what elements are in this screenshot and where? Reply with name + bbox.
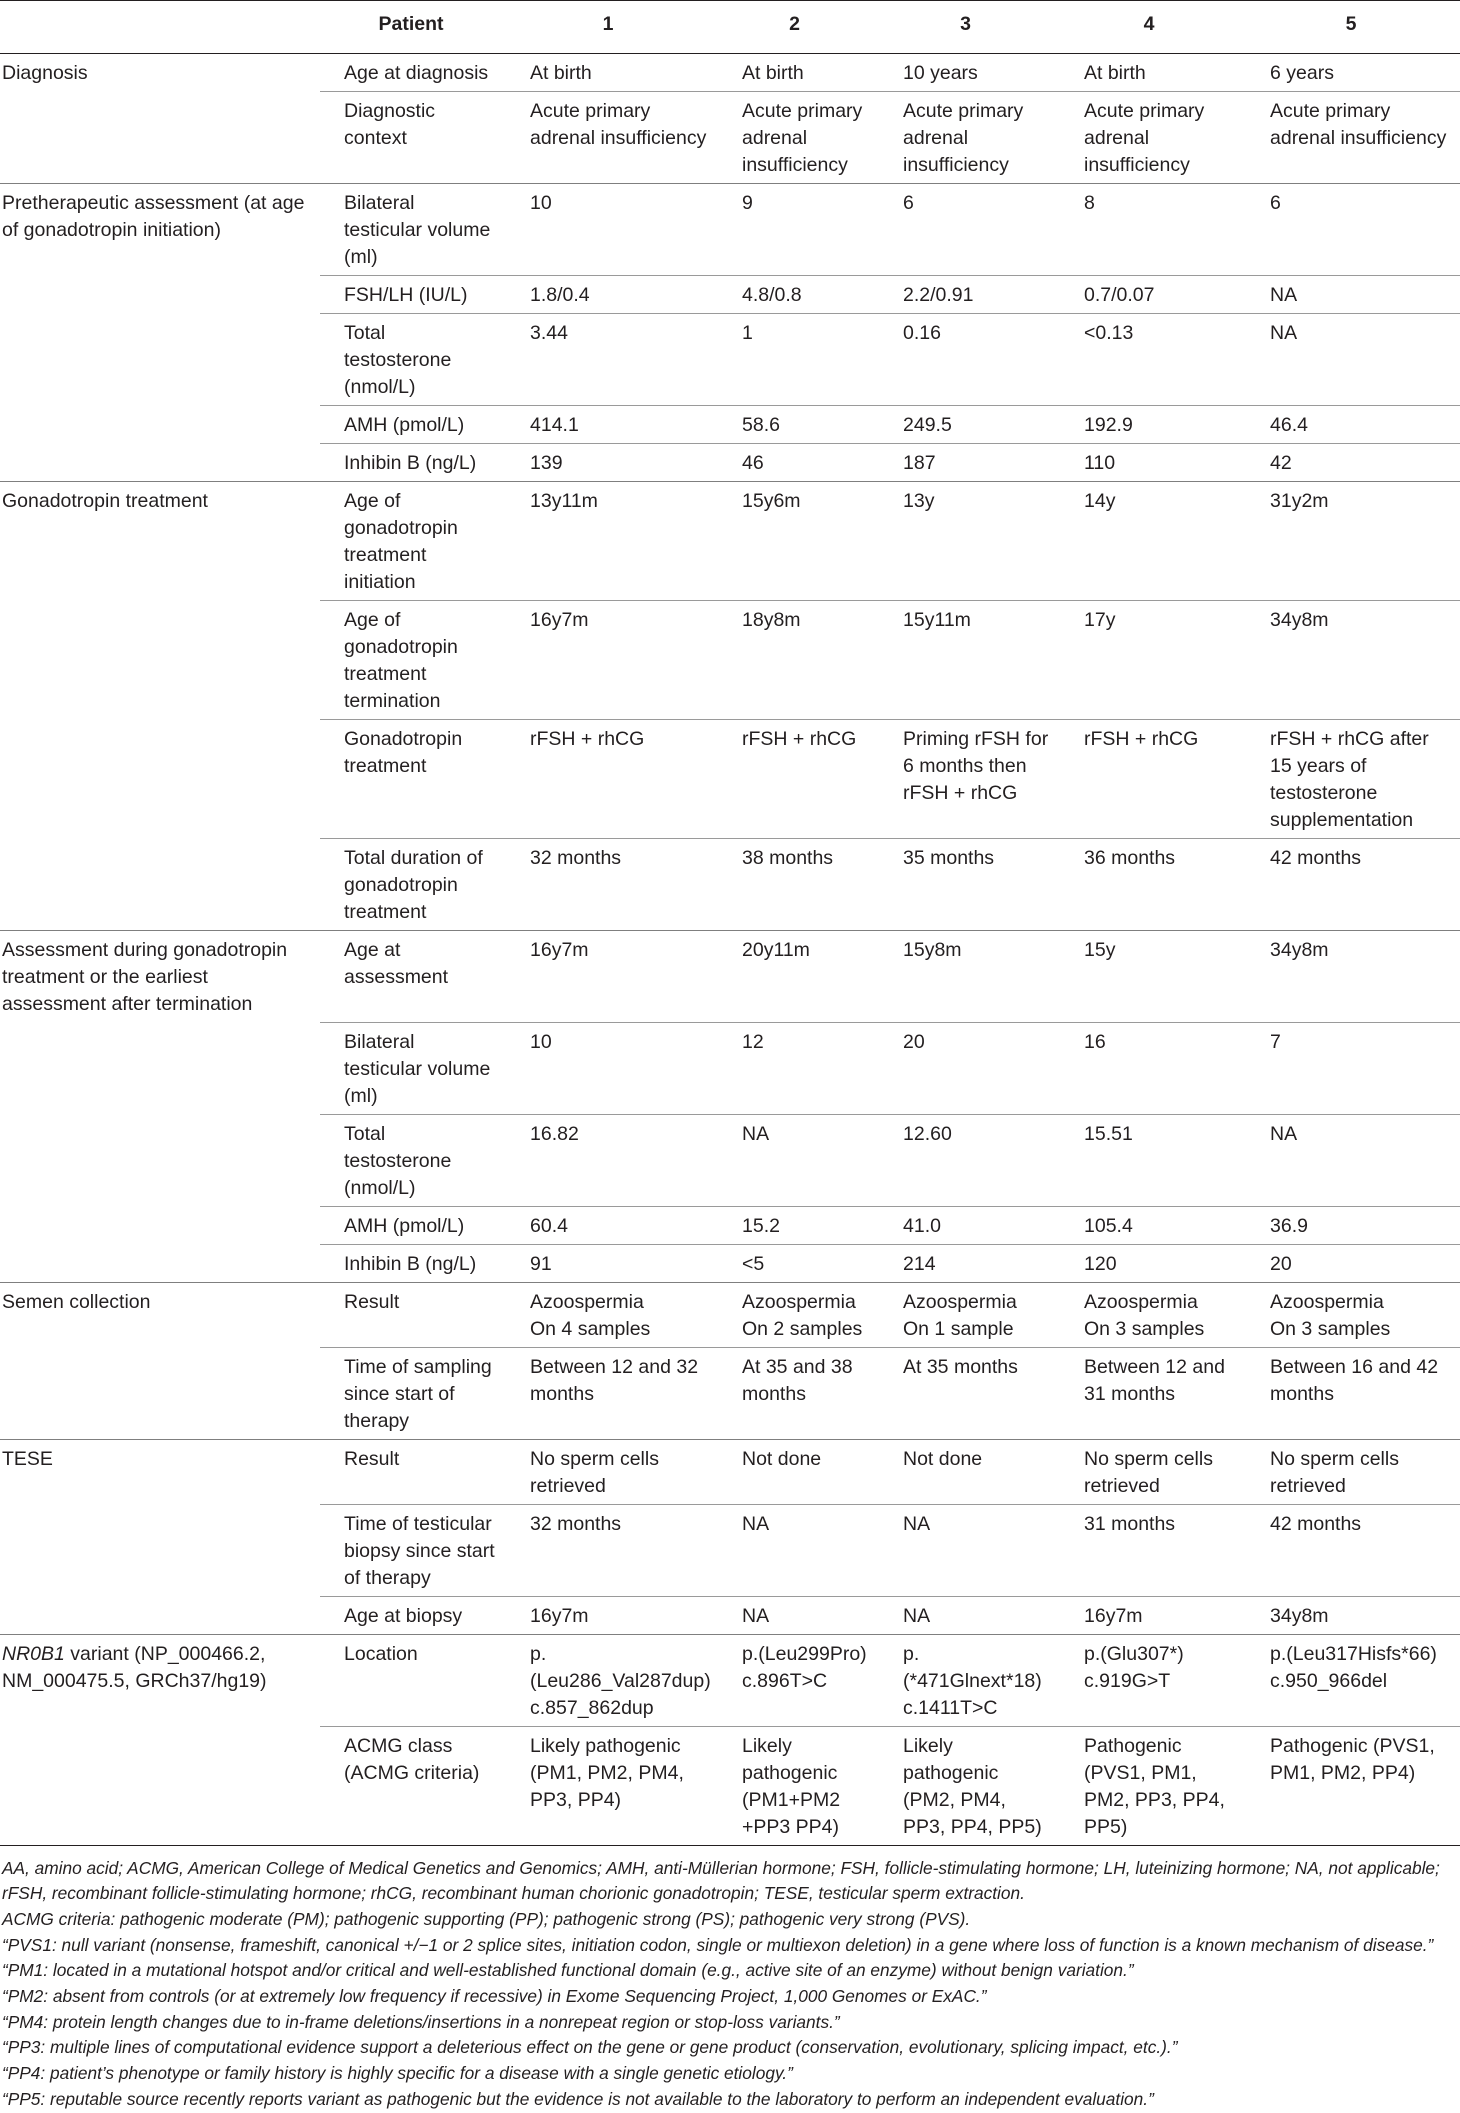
patient-3-value: 41.0 [875, 1206, 1056, 1244]
row-label: Age of gonadotropin treatment termination [320, 601, 502, 720]
header-cell [0, 1, 320, 54]
patient-4-value: 120 [1056, 1244, 1242, 1282]
patient-3-value: Not done [875, 1439, 1056, 1504]
row-label: Time of testicular biopsy since start of therapy [320, 1504, 502, 1596]
patient-3-value [875, 1634, 1056, 1726]
patient-4-value: 16 [1056, 1022, 1242, 1114]
row-label: Age at assessment [320, 931, 502, 1023]
patient-2-value: NA [714, 1504, 875, 1596]
group-label-cell-empty [0, 1206, 320, 1244]
row-label: Result [320, 1282, 502, 1347]
patient-4-value: No sperm cells retrieved [1056, 1439, 1242, 1504]
header-cell-patient-4: 4 [1056, 1, 1242, 54]
patient-4-value [1056, 1634, 1242, 1726]
table-footnotes [0, 1856, 1460, 2113]
table-row [0, 1439, 1460, 1504]
patient-5-value: 34y8m [1242, 931, 1460, 1023]
patient-2-value [714, 1282, 875, 1347]
row-label: FSH/LH (IU/L) [320, 276, 502, 314]
patient-4-value: 0.7/0.07 [1056, 276, 1242, 314]
row-label: Result [320, 1439, 502, 1504]
patient-1-value [502, 1634, 714, 1726]
footnote-line: “PP3: multiple lines of computational evidence support a deleterious effect on the gene or gene product (conservation, evolutionary, splicing impact, etc.).” [2, 2037, 1178, 2058]
patient-2-value: Acute primary adrenal insufficiency [714, 92, 875, 184]
table-row [0, 1634, 1460, 1726]
patient-4-value: At birth [1056, 54, 1242, 92]
patient-2-value: NA [714, 1114, 875, 1206]
patient-4-value: 16y7m [1056, 1596, 1242, 1634]
cell-line: c.950_966del [1270, 1669, 1388, 1692]
patient-4-value: 31 months [1056, 1504, 1242, 1596]
group-label: TESE [2, 1447, 53, 1470]
patient-5-value: 34y8m [1242, 1596, 1460, 1634]
patient-1-value: 32 months [502, 1504, 714, 1596]
row-label: Location [320, 1634, 502, 1726]
cell-line: On 2 samples [742, 1317, 863, 1340]
group-label: variant (NP_000466.2, NM_000475.5, GRCh37/hg19) [2, 1642, 267, 1692]
patient-2-value: 18y8m [714, 601, 875, 720]
patient-1-value: 13y11m [502, 482, 714, 601]
patient-2-value: 4.8/0.8 [714, 276, 875, 314]
row-label: Inhibin B (ng/L) [320, 1244, 502, 1282]
patient-1-value: 32 months [502, 839, 714, 931]
group-label-cell-empty [0, 1726, 320, 1845]
patient-1-value: Between 12 and 32 months [502, 1347, 714, 1439]
footnote-line: “PVS1: null variant (nonsense, frameshift, canonical +/−1 or 2 splice sites, initiation codon, single or multiexon deletion) in a gene where loss of function is a known mechanism of disease.” [2, 1934, 1434, 1955]
patient-5-value: rFSH + rhCG after 15 years of testosterone supplementation [1242, 720, 1460, 839]
patient-2-value [714, 1634, 875, 1726]
patient-2-value: 58.6 [714, 406, 875, 444]
group-label-cell-empty [0, 720, 320, 839]
patient-2-value: <5 [714, 1244, 875, 1282]
patient-1-value: 10 [502, 184, 714, 276]
cell-line: Azoospermia [1270, 1290, 1384, 1313]
cell-line: p.(Leu286_Val287dup) [530, 1642, 711, 1692]
group-label-cell-empty [0, 1347, 320, 1439]
patient-5-value: No sperm cells retrieved [1242, 1439, 1460, 1504]
table-row [0, 1244, 1460, 1282]
patient-5-value: 42 [1242, 444, 1460, 482]
patient-3-value: 15y8m [875, 931, 1056, 1023]
patient-2-value: Not done [714, 1439, 875, 1504]
table-row [0, 1596, 1460, 1634]
patient-5-value [1242, 1634, 1460, 1726]
patient-4-value: Acute primary adrenal insufficiency [1056, 92, 1242, 184]
patient-3-value: 249.5 [875, 406, 1056, 444]
patient-5-value: 7 [1242, 1022, 1460, 1114]
patient-2-value: 12 [714, 1022, 875, 1114]
group-label-cell-empty [0, 276, 320, 314]
patient-2-value: 15.2 [714, 1206, 875, 1244]
group-label-cell-empty [0, 1244, 320, 1282]
cell-line: p.(Leu317Hisfs*66) [1270, 1642, 1437, 1665]
patient-5-value [1242, 1282, 1460, 1347]
table-row [0, 406, 1460, 444]
table-row [0, 931, 1460, 1023]
group-label-cell-empty [0, 444, 320, 482]
patient-4-value: 36 months [1056, 839, 1242, 931]
row-label: Age at biopsy [320, 1596, 502, 1634]
table-row [0, 54, 1460, 92]
row-label: Total duration of gonadotropin treatment [320, 839, 502, 931]
footnote-line: “PM1: located in a mutational hotspot and/or critical and well-established functional domain (e.g., active site of an enzyme) without benign variation.” [2, 1960, 1134, 1981]
patient-1-value: 414.1 [502, 406, 714, 444]
patient-4-value: 105.4 [1056, 1206, 1242, 1244]
patient-4-value: 110 [1056, 444, 1242, 482]
patient-3-value: Priming rFSH for 6 months then rFSH + rhCG [875, 720, 1056, 839]
table-row [0, 184, 1460, 276]
patient-4-value: 8 [1056, 184, 1242, 276]
table-row [0, 314, 1460, 406]
row-label: Diagnostic context [320, 92, 502, 184]
group-label-cell-empty [0, 601, 320, 720]
group-label: Diagnosis [2, 62, 88, 84]
table-row [0, 1726, 1460, 1845]
patient-1-value: 10 [502, 1022, 714, 1114]
footnote-line: “PP4: patient’s phenotype or family history is highly specific for a disease with a single genetic etiology.” [2, 2063, 793, 2084]
group-label-cell-empty [0, 839, 320, 931]
patient-1-value: Acute primary adrenal insufficiency [502, 92, 714, 184]
cell-line: On 3 samples [1270, 1317, 1391, 1340]
patient-3-value: 12.60 [875, 1114, 1056, 1206]
cell-line: Azoospermia [903, 1290, 1017, 1313]
group-label: Assessment during gonadotropin treatment or the earliest assessment after termination [2, 939, 288, 1015]
footnote-line: “PM2: absent from controls (or at extremely low frequency if recessive) in Exome Sequencing Project, 1,000 Genomes or ExAC.” [2, 1986, 987, 2007]
patient-1-value: 1.8/0.4 [502, 276, 714, 314]
footnote-line: ACMG criteria: pathogenic moderate (PM); pathogenic supporting (PP); pathogenic strong (PS); pathogenic very strong (PVS). [2, 1908, 971, 1929]
patient-3-value: 35 months [875, 839, 1056, 931]
cell-line: p.(*471Glnext*18) [903, 1642, 1042, 1692]
table-row [0, 276, 1460, 314]
patient-3-value: 0.16 [875, 314, 1056, 406]
cell-line: c.1411T>C [903, 1696, 998, 1719]
patient-5-value: 20 [1242, 1244, 1460, 1282]
patient-2-value: At 35 and 38 months [714, 1347, 875, 1439]
patient-3-value [875, 1282, 1056, 1347]
patient-3-value: Acute primary adrenal insufficiency [875, 92, 1056, 184]
footnote-line: “PP5: reputable source recently reports variant as pathogenic but the evidence is not available to the laboratory to perform an independent evaluation.” [2, 2088, 1154, 2109]
row-label: Inhibin B (ng/L) [320, 444, 502, 482]
cell-line: Azoospermia [530, 1290, 644, 1313]
patient-2-value: Likely pathogenic (PM1+PM2 +PP3 PP4) [714, 1726, 875, 1845]
group-label-cell-empty [0, 1596, 320, 1634]
patient-3-value: 6 [875, 184, 1056, 276]
patient-2-value: NA [714, 1596, 875, 1634]
group-label-cell [0, 1634, 320, 1726]
header-cell-patient: Patient [320, 1, 502, 54]
patient-3-value: 10 years [875, 54, 1056, 92]
group-label-cell-empty [0, 314, 320, 406]
patient-5-value: Pathogenic (PVS1, PM1, PM2, PP4) [1242, 1726, 1460, 1845]
patient-3-value: 187 [875, 444, 1056, 482]
cell-line: p.(Glu307*) [1084, 1642, 1184, 1665]
patient-1-value: 16.82 [502, 1114, 714, 1206]
patient-5-value: NA [1242, 314, 1460, 406]
cell-line: c.919G>T [1084, 1669, 1171, 1692]
patient-4-value: <0.13 [1056, 314, 1242, 406]
cell-line: On 4 samples [530, 1317, 651, 1340]
row-label: AMH (pmol/L) [320, 1206, 502, 1244]
patient-3-value: 15y11m [875, 601, 1056, 720]
cell-line: c.896T>C [742, 1669, 828, 1692]
patient-5-value: 46.4 [1242, 406, 1460, 444]
row-label: Age of gonadotropin treatment initiation [320, 482, 502, 601]
group-label-cell [0, 184, 320, 276]
patient-3-value: 13y [875, 482, 1056, 601]
patient-4-value: Pathogenic (PVS1, PM1, PM2, PP3, PP4, PP5) [1056, 1726, 1242, 1845]
group-label-cell [0, 1439, 320, 1504]
cell-line: On 1 sample [903, 1317, 1014, 1340]
patient-5-value: 34y8m [1242, 601, 1460, 720]
table-row [0, 1206, 1460, 1244]
patient-4-value: 192.9 [1056, 406, 1242, 444]
patient-3-value: 20 [875, 1022, 1056, 1114]
table-row [0, 720, 1460, 839]
patient-2-value: 9 [714, 184, 875, 276]
group-label: Semen collection [2, 1290, 151, 1313]
group-label-cell [0, 931, 320, 1023]
patient-5-value: 36.9 [1242, 1206, 1460, 1244]
patient-1-value: 16y7m [502, 601, 714, 720]
table-row [0, 92, 1460, 184]
patient-5-value: Acute primary adrenal insufficiency [1242, 92, 1460, 184]
row-label: Gonadotropin treatment [320, 720, 502, 839]
table-row [0, 444, 1460, 482]
patient-2-value: 46 [714, 444, 875, 482]
patient-1-value: 3.44 [502, 314, 714, 406]
patient-1-value [502, 1282, 714, 1347]
footnote-line: AA, amino acid; ACMG, American College of Medical Genetics and Genomics; AMH, anti-Müllerian hormone; FSH, follicle-stimulating hormone; LH, luteinizing hormone; NA, not applicable; rFSH, recombinant follicle-stimulating hormone; rhCG, recombinant human chorionic gonadotropin; TESE, testicular sperm extraction. [2, 1857, 1440, 1904]
patient-4-value: 14y [1056, 482, 1242, 601]
group-label-cell [0, 1282, 320, 1347]
gene-name: NR0B1 [2, 1642, 65, 1665]
patient-5-value: 6 [1242, 184, 1460, 276]
patient-4-value: Between 12 and 31 months [1056, 1347, 1242, 1439]
row-label: Bilateral testicular volume (ml) [320, 1022, 502, 1114]
cell-line: p.(Leu299Pro) [742, 1642, 867, 1665]
group-label: Gonadotropin treatment [2, 490, 208, 512]
group-label-cell-empty [0, 406, 320, 444]
cell-line: c.857_862dup [530, 1696, 654, 1719]
cell-line: Azoospermia [742, 1290, 856, 1313]
patient-5-value: NA [1242, 1114, 1460, 1206]
patient-5-value: 42 months [1242, 1504, 1460, 1596]
cell-line: Azoospermia [1084, 1290, 1198, 1313]
patient-4-value: 15y [1056, 931, 1242, 1023]
patient-3-value: Likely pathogenic (PM2, PM4, PP3, PP4, PP5) [875, 1726, 1056, 1845]
patient-1-value: At birth [502, 54, 714, 92]
group-label-cell-empty [0, 1504, 320, 1596]
patient-1-value: 60.4 [502, 1206, 714, 1244]
header-cell-patient-2: 2 [714, 1, 875, 54]
patient-3-value: NA [875, 1596, 1056, 1634]
footnote-line: “PM4: protein length changes due to in-frame deletions/insertions in a nonrepeat region or stop-loss variants.” [2, 2011, 840, 2032]
patient-2-value: At birth [714, 54, 875, 92]
row-label: ACMG class (ACMG criteria) [320, 1726, 502, 1845]
row-label: Age at diagnosis [320, 54, 502, 92]
group-label-cell-empty [0, 1114, 320, 1206]
cell-line: On 3 samples [1084, 1317, 1205, 1340]
patient-4-value [1056, 1282, 1242, 1347]
table-row [0, 1347, 1460, 1439]
header-cell-patient-3: 3 [875, 1, 1056, 54]
patient-4-value: 17y [1056, 601, 1242, 720]
row-label: Total testosterone (nmol/L) [320, 314, 502, 406]
table-row [0, 1114, 1460, 1206]
patient-3-value: 2.2/0.91 [875, 276, 1056, 314]
patient-1-value: 16y7m [502, 931, 714, 1023]
group-label-cell [0, 54, 320, 92]
table-row [0, 482, 1460, 601]
patient-5-value: 31y2m [1242, 482, 1460, 601]
patient-3-value: At 35 months [875, 1347, 1056, 1439]
header-cell-patient-1: 1 [502, 1, 714, 54]
patient-5-value: 6 years [1242, 54, 1460, 92]
patient-2-value: 20y11m [714, 931, 875, 1023]
patient-4-value: rFSH + rhCG [1056, 720, 1242, 839]
patient-2-value: 38 months [714, 839, 875, 931]
group-label-cell-empty [0, 92, 320, 184]
patient-2-value: 15y6m [714, 482, 875, 601]
table-row [0, 601, 1460, 720]
patient-1-value: 91 [502, 1244, 714, 1282]
patient-1-value: 139 [502, 444, 714, 482]
patient-3-value: NA [875, 1504, 1056, 1596]
patient-1-value: 16y7m [502, 1596, 714, 1634]
patient-3-value: 214 [875, 1244, 1056, 1282]
row-label: AMH (pmol/L) [320, 406, 502, 444]
table-row [0, 1282, 1460, 1347]
patient-1-value: Likely pathogenic (PM1, PM2, PM4, PP3, PP4) [502, 1726, 714, 1845]
table-body [0, 54, 1460, 1846]
patient-1-value: No sperm cells retrieved [502, 1439, 714, 1504]
table-row [0, 1504, 1460, 1596]
row-label: Total testosterone (nmol/L) [320, 1114, 502, 1206]
table-header-row [0, 1, 1460, 54]
patient-5-value: 42 months [1242, 839, 1460, 931]
group-label-cell-empty [0, 1022, 320, 1114]
patient-5-value: Between 16 and 42 months [1242, 1347, 1460, 1439]
group-label-cell [0, 482, 320, 601]
header-cell-patient-5: 5 [1242, 1, 1460, 54]
row-label: Time of sampling since start of therapy [320, 1347, 502, 1439]
patient-5-value: NA [1242, 276, 1460, 314]
row-label: Bilateral testicular volume (ml) [320, 184, 502, 276]
patient-2-value: rFSH + rhCG [714, 720, 875, 839]
patient-4-value: 15.51 [1056, 1114, 1242, 1206]
patient-2-value: 1 [714, 314, 875, 406]
table-row [0, 1022, 1460, 1114]
patient-1-value: rFSH + rhCG [502, 720, 714, 839]
table-row [0, 839, 1460, 931]
group-label: Pretherapeutic assessment (at age of gonadotropin initiation) [2, 192, 305, 241]
